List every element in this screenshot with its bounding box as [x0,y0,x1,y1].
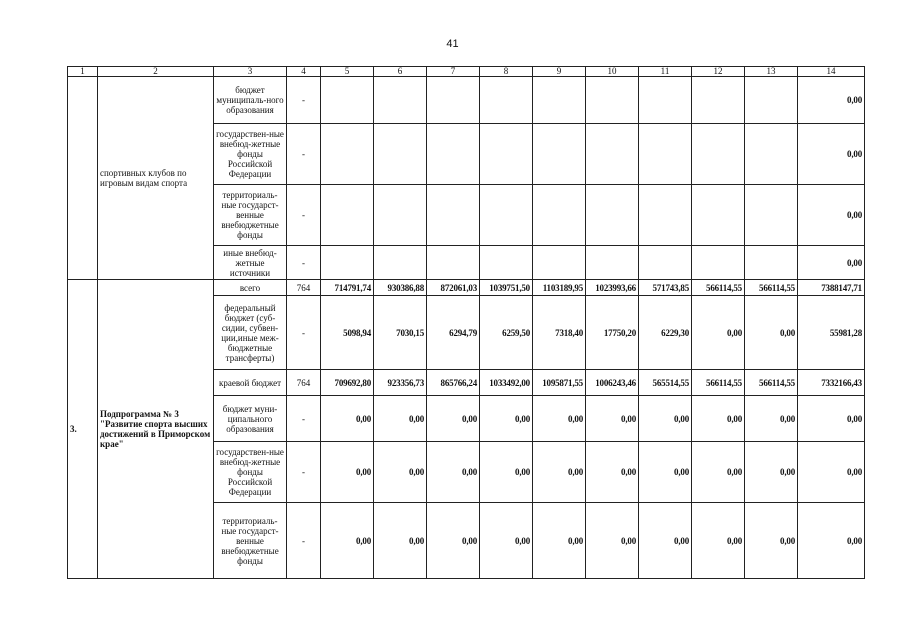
value-cell [586,124,639,185]
value-cell: 0,00 [533,503,586,579]
value-cell: 571743,85 [639,280,692,296]
value-cell [321,246,374,280]
value-cell: 6294,79 [427,296,480,370]
value-cell [533,77,586,124]
table-body [68,67,865,579]
code-cell: - [287,124,321,185]
value-cell: 0,00 [692,396,745,442]
column-number: 7 [427,67,480,77]
funding-source-cell: иные внебюд-жетные источники [214,246,287,280]
funding-source-cell: государствен-ные внебюд-жетные фонды Российской Федерации [214,442,287,503]
value-cell: 1006243,46 [586,370,639,396]
value-cell [745,185,798,246]
total-cell: 0,00 [798,77,865,124]
value-cell [586,246,639,280]
column-number: 5 [321,67,374,77]
value-cell: 1103189,95 [533,280,586,296]
value-cell [321,77,374,124]
funding-source-cell: территориаль-ные государст-венные внебюджетные фонды [214,503,287,579]
column-number: 9 [533,67,586,77]
value-cell [639,77,692,124]
budget-table [67,66,865,579]
value-cell [427,77,480,124]
value-cell: 0,00 [692,503,745,579]
table-row [68,280,865,296]
value-cell: 872061,03 [427,280,480,296]
value-cell: 714791,74 [321,280,374,296]
value-cell: 0,00 [374,503,427,579]
total-cell: 0,00 [798,185,865,246]
value-cell [745,246,798,280]
value-cell: 0,00 [639,503,692,579]
column-number: 4 [287,67,321,77]
value-cell [586,77,639,124]
value-cell [745,77,798,124]
column-number: 10 [586,67,639,77]
value-cell: 7318,40 [533,296,586,370]
value-cell: 0,00 [745,503,798,579]
value-cell [692,77,745,124]
value-cell [533,124,586,185]
total-cell: 7388147,71 [798,280,865,296]
value-cell: 0,00 [745,396,798,442]
value-cell [427,124,480,185]
total-cell: 0,00 [798,124,865,185]
funding-source-cell: бюджет муниципаль-ного образования [214,77,287,124]
value-cell [639,124,692,185]
value-cell: 0,00 [480,442,533,503]
value-cell [374,185,427,246]
value-cell [639,246,692,280]
value-cell: 566114,55 [692,280,745,296]
total-cell: 0,00 [798,396,865,442]
value-cell: 930386,88 [374,280,427,296]
value-cell: 566114,55 [745,370,798,396]
total-cell: 7332166,43 [798,370,865,396]
value-cell: 1023993,66 [586,280,639,296]
value-cell [692,124,745,185]
value-cell: 0,00 [321,396,374,442]
table-row [68,77,865,124]
item-name-cell: Подпрограмма № 3 "Развитие спорта высших достижений в Приморском крае" [98,280,214,579]
value-cell: 0,00 [586,396,639,442]
item-number-cell [68,77,98,280]
value-cell: 0,00 [427,503,480,579]
value-cell: 0,00 [586,442,639,503]
funding-source-cell: всего [214,280,287,296]
code-cell: - [287,77,321,124]
value-cell [374,124,427,185]
value-cell [480,246,533,280]
value-cell: 6259,50 [480,296,533,370]
item-number-cell: 3. [68,280,98,579]
value-cell: 865766,24 [427,370,480,396]
value-cell [480,185,533,246]
value-cell: 0,00 [586,503,639,579]
value-cell: 0,00 [745,296,798,370]
value-cell: 6229,30 [639,296,692,370]
value-cell [480,77,533,124]
code-cell: 764 [287,370,321,396]
value-cell: 17750,20 [586,296,639,370]
item-name-cell: спортивных клубов по игровым видам спорта [98,77,214,280]
value-cell: 1095871,55 [533,370,586,396]
code-cell: - [287,296,321,370]
value-cell: 0,00 [427,442,480,503]
value-cell: 566114,55 [745,280,798,296]
value-cell [427,185,480,246]
funding-source-cell: краевой бюджет [214,370,287,396]
value-cell [533,246,586,280]
column-number: 8 [480,67,533,77]
total-cell: 55981,28 [798,296,865,370]
value-cell: 0,00 [533,442,586,503]
code-cell: - [287,396,321,442]
column-number: 11 [639,67,692,77]
column-number: 14 [798,67,865,77]
value-cell: 0,00 [692,296,745,370]
column-number: 12 [692,67,745,77]
value-cell: 0,00 [321,442,374,503]
value-cell: 1033492,00 [480,370,533,396]
value-cell: 7030,15 [374,296,427,370]
column-number-row [68,67,865,77]
value-cell [533,185,586,246]
column-number: 13 [745,67,798,77]
column-number: 2 [98,67,214,77]
code-cell: - [287,185,321,246]
value-cell: 0,00 [480,396,533,442]
code-cell: - [287,246,321,280]
funding-source-cell: государствен-ные внебюд-жетные фонды Российской Федерации [214,124,287,185]
value-cell: 0,00 [745,442,798,503]
total-cell: 0,00 [798,442,865,503]
column-number: 6 [374,67,427,77]
value-cell: 1039751,50 [480,280,533,296]
code-cell: - [287,442,321,503]
value-cell [692,185,745,246]
value-cell [586,185,639,246]
funding-source-cell: федеральный бюджет (суб-сидии, субвен-ции,иные меж-бюджетные трансферты) [214,296,287,370]
column-number: 3 [214,67,287,77]
value-cell: 565514,55 [639,370,692,396]
value-cell: 0,00 [374,396,427,442]
total-cell: 0,00 [798,503,865,579]
value-cell [374,77,427,124]
value-cell: 0,00 [374,442,427,503]
code-cell: 764 [287,280,321,296]
total-cell: 0,00 [798,246,865,280]
value-cell: 0,00 [321,503,374,579]
value-cell: 566114,55 [692,370,745,396]
value-cell: 0,00 [639,442,692,503]
value-cell [480,124,533,185]
value-cell: 0,00 [533,396,586,442]
value-cell [639,185,692,246]
value-cell [321,185,374,246]
value-cell: 0,00 [692,442,745,503]
value-cell: 709692,80 [321,370,374,396]
value-cell [321,124,374,185]
value-cell [692,246,745,280]
value-cell: 0,00 [480,503,533,579]
value-cell [427,246,480,280]
value-cell [374,246,427,280]
value-cell: 0,00 [639,396,692,442]
value-cell [745,124,798,185]
value-cell: 923356,73 [374,370,427,396]
funding-source-cell: бюджет муни-ципального образования [214,396,287,442]
code-cell: - [287,503,321,579]
funding-source-cell: территориаль-ные государст-венные внебюджетные фонды [214,185,287,246]
value-cell: 0,00 [427,396,480,442]
column-number: 1 [68,67,98,77]
value-cell: 5098,94 [321,296,374,370]
page-number: 41 [446,38,459,50]
